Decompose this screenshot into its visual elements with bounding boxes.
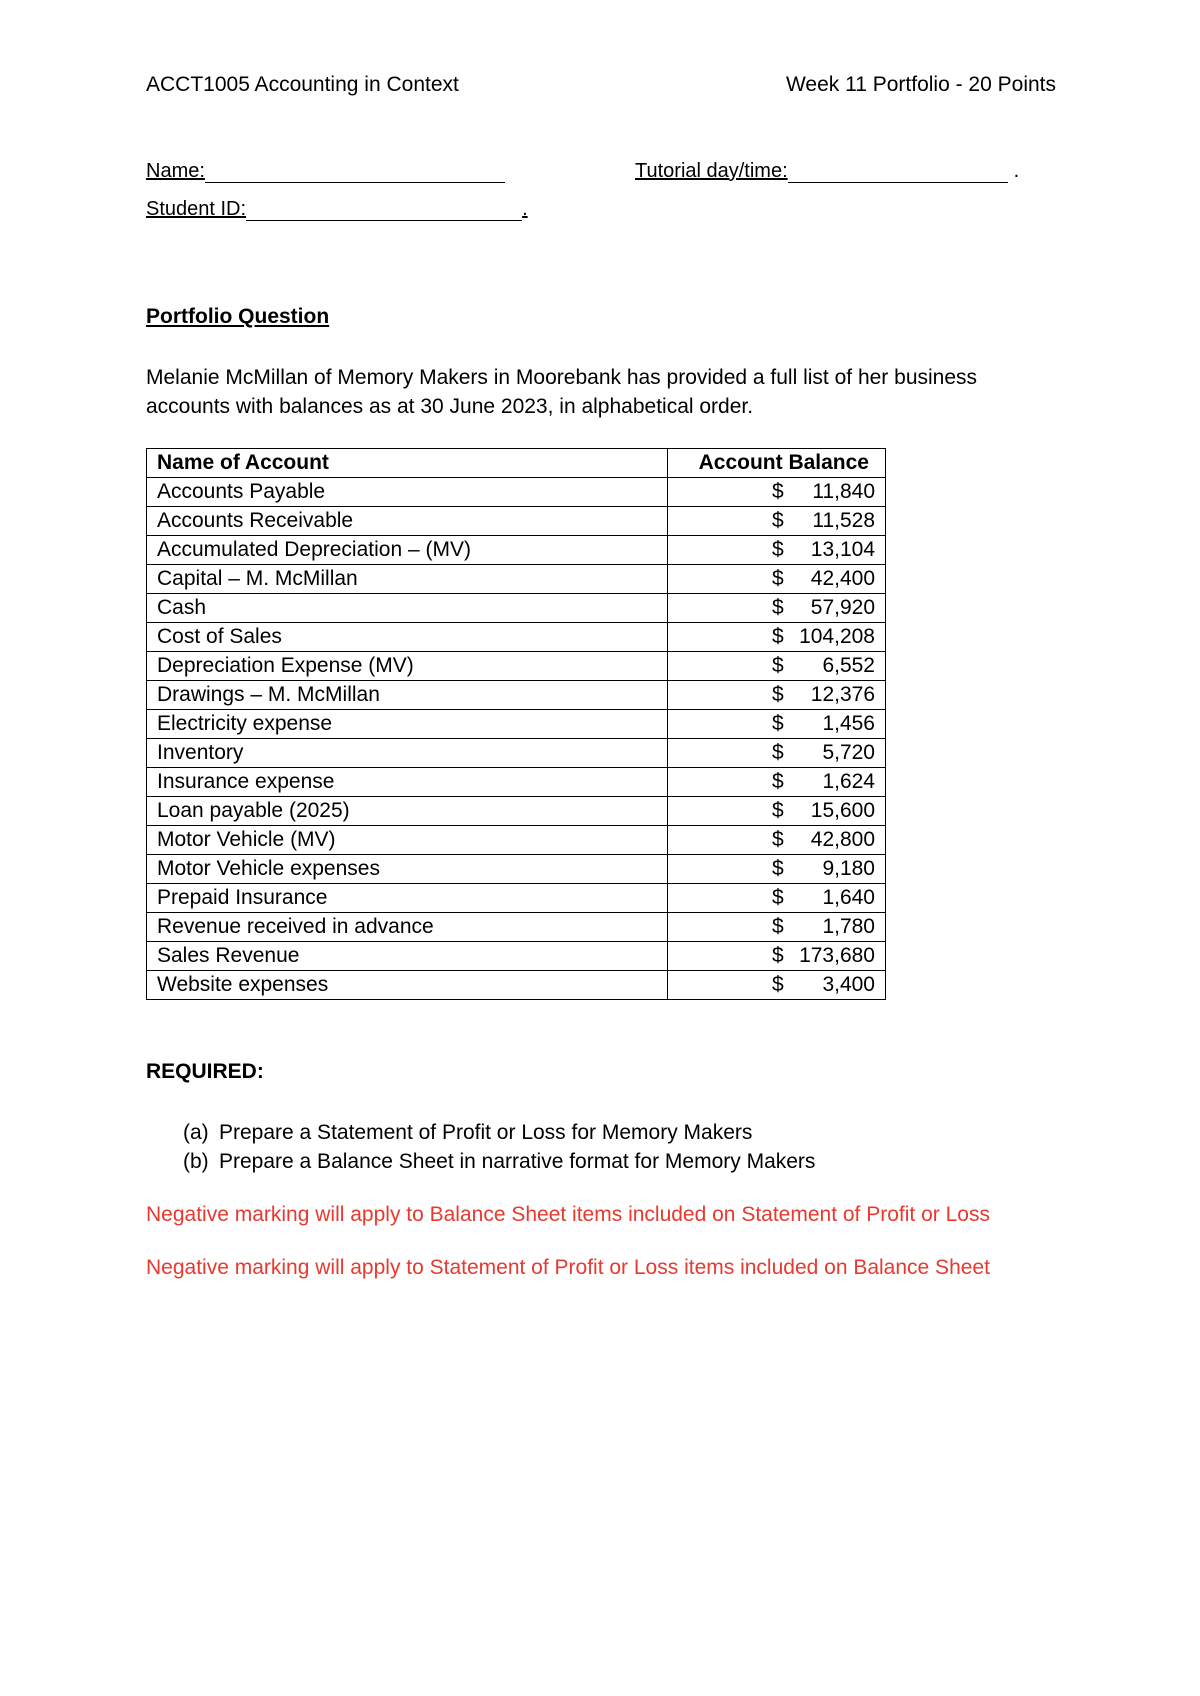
student-id-label: Student ID:	[146, 198, 247, 220]
table-row	[147, 942, 886, 971]
account-name-cell: Revenue received in advance	[147, 913, 668, 942]
currency-symbol: $	[772, 712, 784, 735]
balance-wrapper	[678, 507, 875, 535]
currency-symbol: $	[772, 538, 784, 561]
account-balance-cell	[668, 739, 886, 768]
account-balance-cell	[668, 942, 886, 971]
account-name-cell: Prepaid Insurance	[147, 884, 668, 913]
table-row	[147, 797, 886, 826]
balance-wrapper	[678, 536, 875, 564]
balance-wrapper	[678, 797, 875, 825]
account-name-cell: Sales Revenue	[147, 942, 668, 971]
account-balance-cell	[668, 884, 886, 913]
account-balance-cell	[668, 478, 886, 507]
account-balance-cell	[668, 826, 886, 855]
account-name-cell: Accounts Payable	[147, 478, 668, 507]
balance-amount: 104,208	[799, 625, 875, 648]
balance-wrapper	[678, 652, 875, 680]
account-name-cell: Insurance expense	[147, 768, 668, 797]
accounts-table	[146, 448, 886, 1000]
table-row	[147, 826, 886, 855]
balance-amount: 13,104	[810, 538, 875, 561]
account-name-cell: Inventory	[147, 739, 668, 768]
currency-symbol: $	[772, 480, 784, 503]
list-item	[183, 1118, 815, 1147]
list-item-label: (b)	[183, 1150, 209, 1173]
currency-symbol: $	[772, 973, 784, 996]
name-blank-line[interactable]	[205, 162, 505, 183]
account-name-cell: Motor Vehicle expenses	[147, 855, 668, 884]
balance-wrapper	[678, 913, 875, 941]
balance-wrapper	[678, 768, 875, 796]
table-header-row	[147, 449, 886, 478]
list-item-text: Prepare a Statement of Profit or Loss for Memory Makers	[219, 1121, 753, 1144]
balance-wrapper	[678, 884, 875, 912]
table-row	[147, 681, 886, 710]
balance-amount: 6,552	[822, 654, 875, 677]
balance-wrapper	[678, 565, 875, 593]
required-list	[183, 1118, 815, 1176]
section-title: Portfolio Question	[146, 305, 330, 328]
currency-symbol: $	[772, 770, 784, 793]
account-balance-cell	[668, 652, 886, 681]
balance-wrapper	[678, 623, 875, 651]
list-item-text: Prepare a Balance Sheet in narrative format for Memory Makers	[219, 1150, 816, 1173]
table-row	[147, 652, 886, 681]
currency-symbol: $	[772, 944, 784, 967]
currency-symbol: $	[772, 828, 784, 851]
balance-wrapper	[678, 681, 875, 709]
account-name-cell: Motor Vehicle (MV)	[147, 826, 668, 855]
table-row	[147, 478, 886, 507]
account-name-cell: Loan payable (2025)	[147, 797, 668, 826]
account-name-cell: Accumulated Depreciation – (MV)	[147, 536, 668, 565]
account-name-cell: Electricity expense	[147, 710, 668, 739]
currency-symbol: $	[772, 683, 784, 706]
assessment-title: Week 11 Portfolio - 20 Points	[785, 73, 1056, 96]
currency-symbol: $	[772, 567, 784, 590]
account-balance-cell	[668, 971, 886, 1000]
balance-amount: 9,180	[822, 857, 875, 880]
balance-amount: 42,400	[810, 567, 875, 590]
intro-paragraph: Melanie McMillan of Memory Makers in Moorebank has provided a full list of her business accounts with balances as at 30 June 2023, in alphabetical order.	[146, 366, 978, 418]
column-header-name: Name of Account	[147, 449, 668, 478]
balance-amount: 42,800	[810, 828, 875, 851]
student-id-field[interactable]	[146, 198, 528, 221]
table-row	[147, 884, 886, 913]
currency-symbol: $	[772, 886, 784, 909]
balance-amount: 57,920	[810, 596, 875, 619]
tutorial-field[interactable]	[635, 160, 1019, 183]
account-name-cell: Cost of Sales	[147, 623, 668, 652]
balance-amount: 11,840	[812, 480, 875, 503]
list-item-label: (a)	[183, 1121, 209, 1144]
name-field[interactable]	[146, 160, 505, 183]
account-balance-cell	[668, 797, 886, 826]
balance-wrapper	[678, 594, 875, 622]
balance-wrapper	[678, 478, 875, 506]
balance-amount: 12,376	[810, 683, 875, 706]
balance-wrapper	[678, 855, 875, 883]
list-item	[183, 1147, 815, 1176]
account-balance-cell	[668, 623, 886, 652]
tutorial-label: Tutorial day/time:	[635, 160, 788, 182]
course-title: ACCT1005 Accounting in Context	[146, 73, 459, 96]
balance-amount: 1,640	[822, 886, 875, 909]
balance-amount: 1,624	[822, 770, 875, 793]
table-row	[147, 594, 886, 623]
balance-amount: 1,780	[822, 915, 875, 938]
account-balance-cell	[668, 855, 886, 884]
account-name-cell: Cash	[147, 594, 668, 623]
balance-wrapper	[678, 826, 875, 854]
currency-symbol: $	[772, 915, 784, 938]
balance-amount: 173,680	[799, 944, 875, 967]
table-row	[147, 971, 886, 1000]
balance-amount: 11,528	[812, 509, 875, 532]
negative-marking-warning: Negative marking will apply to Statement of Profit or Loss items included on Balance Sheet	[146, 1256, 990, 1279]
currency-symbol: $	[772, 654, 784, 677]
account-name-cell: Drawings – M. McMillan	[147, 681, 668, 710]
table-row	[147, 913, 886, 942]
account-balance-cell	[668, 913, 886, 942]
balance-wrapper	[678, 710, 875, 738]
account-balance-cell	[668, 594, 886, 623]
currency-symbol: $	[772, 857, 784, 880]
account-balance-cell	[668, 768, 886, 797]
account-balance-cell	[668, 681, 886, 710]
name-label: Name:	[146, 160, 205, 182]
table-row	[147, 536, 886, 565]
column-header-balance: Account Balance	[668, 449, 886, 478]
currency-symbol: $	[772, 596, 784, 619]
balance-amount: 3,400	[822, 973, 875, 996]
balance-amount: 5,720	[822, 741, 875, 764]
account-balance-cell	[668, 565, 886, 594]
account-balance-cell	[668, 507, 886, 536]
balance-wrapper	[678, 739, 875, 767]
table-row	[147, 565, 886, 594]
account-name-cell: Website expenses	[147, 971, 668, 1000]
balance-wrapper	[678, 942, 875, 970]
tutorial-blank-line[interactable]	[788, 162, 1008, 183]
table-row	[147, 710, 886, 739]
account-name-cell: Accounts Receivable	[147, 507, 668, 536]
negative-marking-warning: Negative marking will apply to Balance Sheet items included on Statement of Profit or Loss	[146, 1203, 990, 1226]
student-id-blank-line[interactable]	[246, 200, 522, 221]
required-heading: REQUIRED:	[146, 1060, 264, 1083]
currency-symbol: $	[772, 799, 784, 822]
account-balance-cell	[668, 710, 886, 739]
balance-amount: 15,600	[810, 799, 875, 822]
currency-symbol: $	[772, 625, 784, 648]
table-row	[147, 768, 886, 797]
student-id-trailing-dot: .	[522, 198, 528, 220]
account-name-cell: Depreciation Expense (MV)	[147, 652, 668, 681]
table-row	[147, 855, 886, 884]
tutorial-trailing-dot: .	[1013, 160, 1020, 182]
table-row	[147, 739, 886, 768]
account-balance-cell	[668, 536, 886, 565]
balance-wrapper	[678, 971, 875, 999]
table-row	[147, 507, 886, 536]
currency-symbol: $	[772, 741, 784, 764]
table-row	[147, 623, 886, 652]
account-name-cell: Capital – M. McMillan	[147, 565, 668, 594]
balance-amount: 1,456	[822, 712, 875, 735]
currency-symbol: $	[772, 509, 784, 532]
